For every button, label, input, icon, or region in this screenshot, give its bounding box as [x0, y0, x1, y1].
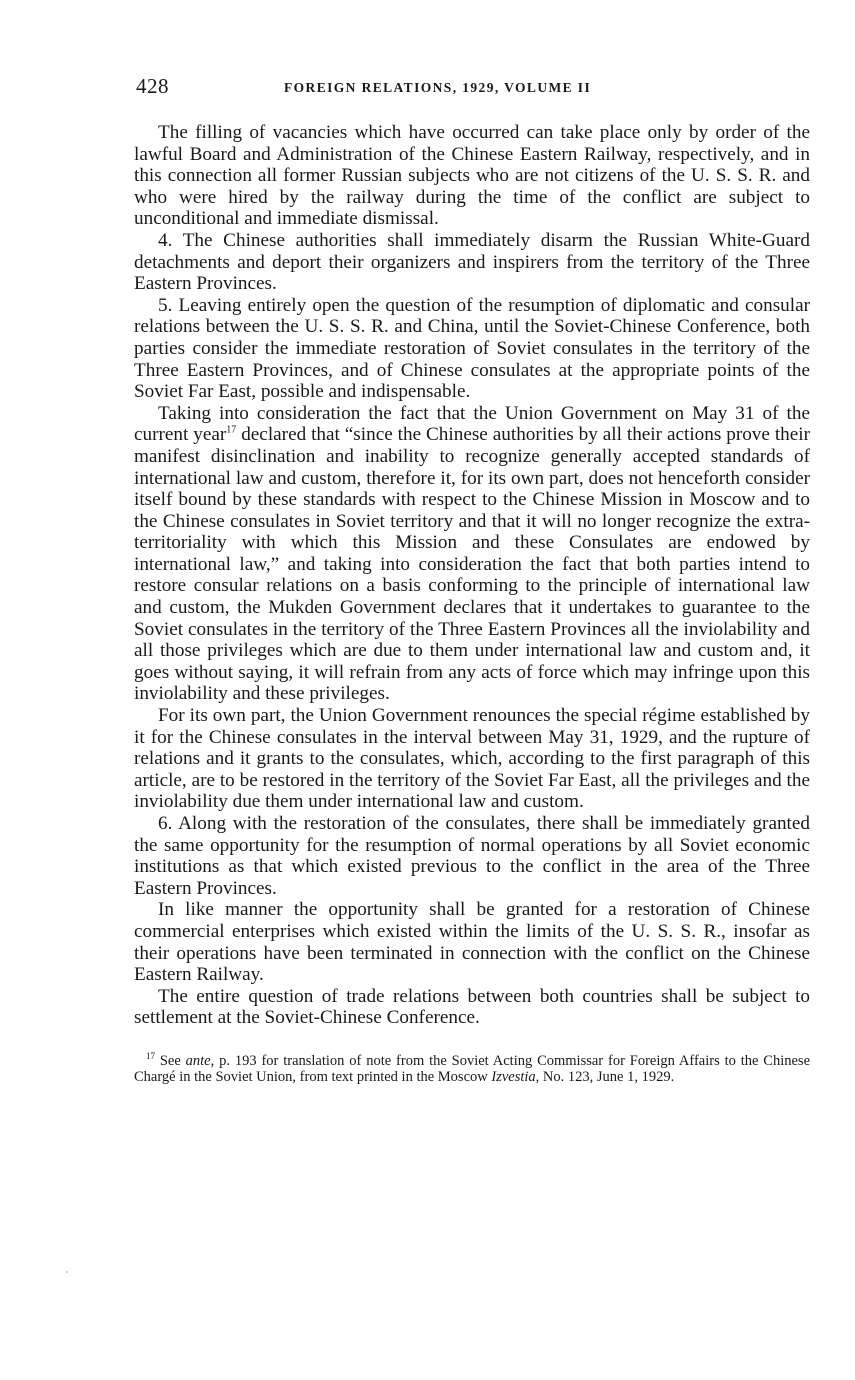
- page-number: 428: [136, 74, 169, 98]
- paragraph: In like manner the opportunity shall be granted for a restoration of Chinese commercial enterprises which existed within the limits of the U. S. S. R., insofar as their operations have been terminated in connection with the conflict on the Chinese Eastern Railway.: [134, 899, 810, 986]
- footnote-text: See: [155, 1052, 186, 1069]
- footnote-italic: Izvestia: [491, 1069, 536, 1086]
- paragraph: For its own part, the Union Government renounces the special régime established by it for the Chinese consulates in the interval between May 31, 1929, and the rupture of relations and it grants to the consulates, which, according to the first paragraph of this article, are to be restored in the territory of the Soviet Far East, all the privileges and the inviolability due them under international law and custom.: [134, 705, 810, 813]
- document-page: [134, 74, 810, 1085]
- body-text: [134, 122, 810, 1029]
- paragraph-text: declared that “since the Chinese authorities by all their actions prove their manifest disinclination and inability to recognize generally accepted standards of international law and custom, therefore it, for its own part, does not henceforth consider itself bound by these standards with respect to the Chinese Mission in Moscow and to the Chinese consulates in Soviet territory and that it will no longer recognize the extra-territoriality with which this Mission and these Consulates are endowed by international law,” and taking into consideration the fact that both parties intend to restore consular relations on a basis conforming to the principle of international law and custom, the Mukden Government declares that it undertakes to guarantee to the Soviet consulates in the territory of the Three Eastern Provinces all the inviolability and all those privileges which are due to them under international law and custom and, it goes without saying, it will refrain from any acts of force which may infringe upon this inviolability and these privileges.: [134, 424, 810, 705]
- paragraph-consular-guarantee: [134, 403, 810, 705]
- paragraph-article-6: 6. Along with the restoration of the consulates, there shall be immediately granted the same opportunity for the resumption of normal operations by all Soviet economic institutions as that which existed previous to the conflict in the area of the Three Eastern Provinces.: [134, 813, 810, 899]
- footnote-17: [134, 1053, 810, 1085]
- footnotes: [134, 1053, 810, 1085]
- paragraph: The filling of vacancies which have occurred can take place only by order of the lawful Board and Administration of the Chinese Eastern Railway, respectively, and in this connection all former Russian subjects who are not citizens of the U. S. S. R. and who were hired by the railway during the time of the conflict are subject to unconditional and immediate dismissal.: [134, 122, 810, 230]
- running-head: FOREIGN RELATIONS, 1929, VOLUME II: [284, 80, 592, 95]
- paragraph: The entire question of trade relations between both countries shall be subject to settlement at the Soviet-Chinese Conference.: [134, 985, 810, 1029]
- paragraph-article-4: 4. The Chinese authorities shall immediately disarm the Russian White-Guard detachments and deport their organizers and inspirers from the territory of the Three Eastern Provinces.: [134, 229, 810, 295]
- footnote-reference: 17: [226, 424, 237, 436]
- footnote-mark: 17: [146, 1051, 155, 1062]
- footnote-text: , p. 193 for translation of note from the Soviet Acting Commissar for Foreign Affairs to the Chinese Chargé in the Soviet Union, from text printed in the Moscow: [134, 1052, 811, 1086]
- paragraph-article-5: 5. Leaving entirely open the question of the resumption of diplomatic and consular relations between the U. S. S. R. and China, until the Soviet-Chinese Conference, both parties consider the immediate restoration of Soviet consulates in the territory of the Three Eastern Provinces, and of Chinese consulates at the appropriate points of the Soviet Far East, possible and indispensable.: [134, 294, 810, 403]
- footnote-italic: ante: [185, 1052, 211, 1069]
- page-header: [134, 74, 810, 104]
- footnote-text: , No. 123, June 1, 1929.: [535, 1069, 675, 1086]
- scan-speck: [66, 1271, 68, 1273]
- paragraph-text: Taking into consideration the fact that the Union Government on May 31 of the current year: [134, 402, 810, 446]
